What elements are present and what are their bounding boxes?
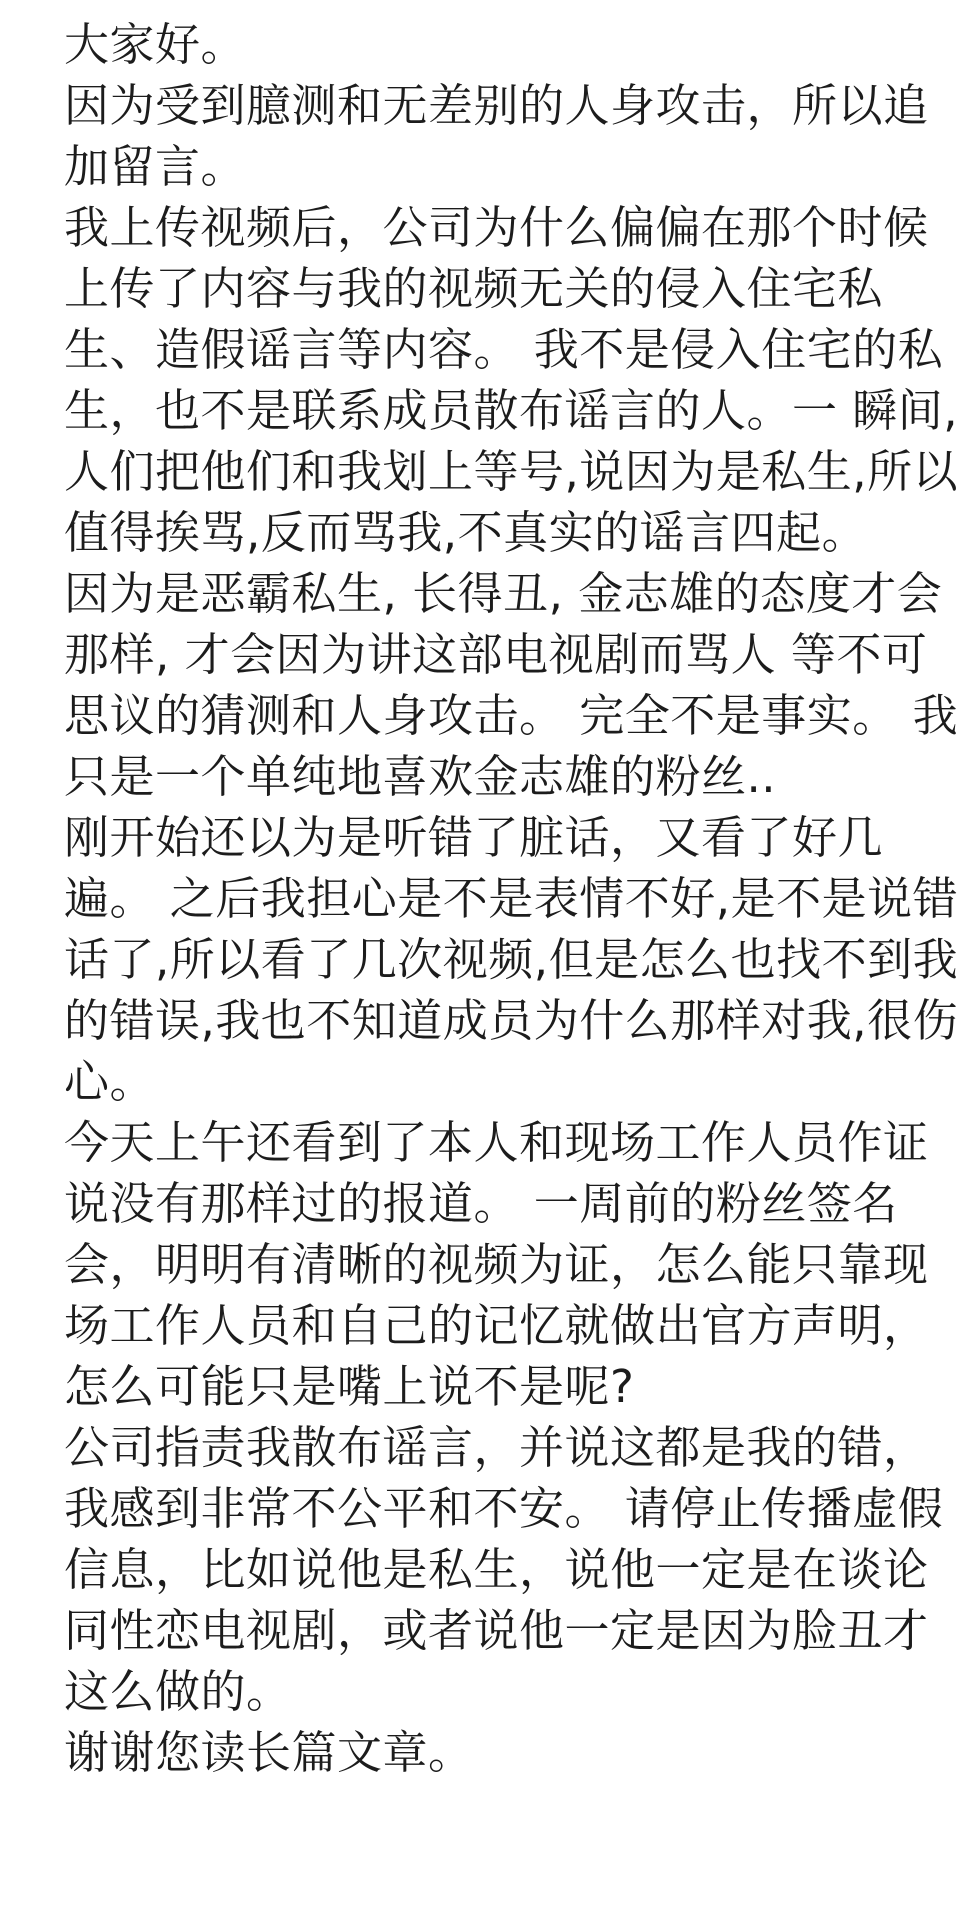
text-line: 信息，比如说他是私生，说他一定是在谈论 (64, 1543, 929, 1596)
text-line: 会，明明有清晰的视频为证，怎么能只靠现 (64, 1238, 929, 1291)
text-line: 加留言。 (64, 140, 247, 193)
text-line: 我感到非常不公平和不安。 请停止传播虚假 (64, 1482, 944, 1535)
text-line: 生，也不是联系成员散布谣言的人。一 瞬间, (64, 384, 959, 437)
text-line: 值得挨骂,反而骂我,不真实的谣言四起。 (64, 506, 868, 559)
text-line: 同性恋电视剧，或者说他一定是因为脸丑才 (64, 1604, 929, 1657)
text-line: 那样, 才会因为讲这部电视剧而骂人 等不可 (64, 628, 928, 681)
text-line: 谢谢您读长篇文章。 (64, 1726, 474, 1779)
text-line: 只是一个单纯地喜欢金志雄的粉丝.. (64, 750, 777, 803)
text-line: 我上传视频后，公司为什么偏偏在那个时候 (64, 201, 929, 254)
text-line: 场工作人员和自己的记忆就做出官方声明， (64, 1299, 929, 1352)
text-line: 这么做的。 (64, 1665, 292, 1718)
text-line: 思议的猜测和人身攻击。 完全不是事实。 我 (64, 689, 959, 742)
document-text (64, 14, 959, 1783)
text-line: 怎么可能只是嘴上说不是呢? (64, 1360, 635, 1413)
text-line: 大家好。 (64, 18, 247, 71)
text-line: 话了,所以看了几次视频,但是怎么也找不到我 (64, 933, 959, 986)
text-line: 生、造假谣言等内容。 我不是侵入住宅的私 (64, 323, 944, 376)
text-line: 刚开始还以为是听错了脏话，又看了好几 (64, 811, 884, 864)
text-line: 人们把他们和我划上等号,说因为是私生,所以 (64, 445, 959, 498)
text-line: 的错误,我也不知道成员为什么那样对我,很伤 (64, 994, 959, 1047)
text-line: 遍。 之后我担心是不是表情不好,是不是说错 (64, 872, 959, 925)
text-line: 说没有那样过的报道。 一周前的粉丝签名 (64, 1177, 898, 1230)
text-line: 上传了内容与我的视频无关的侵入住宅私 (64, 262, 884, 315)
text-line: 因为受到臆测和无差别的人身攻击，所以追 (64, 79, 929, 132)
text-line: 心。 (64, 1055, 156, 1108)
text-line: 今天上午还看到了本人和现场工作人员作证 (64, 1116, 929, 1169)
text-line: 公司指责我散布谣言，并说这都是我的错， (64, 1421, 929, 1474)
text-line: 因为是恶霸私生, 长得丑, 金志雄的态度才会 (64, 567, 943, 620)
